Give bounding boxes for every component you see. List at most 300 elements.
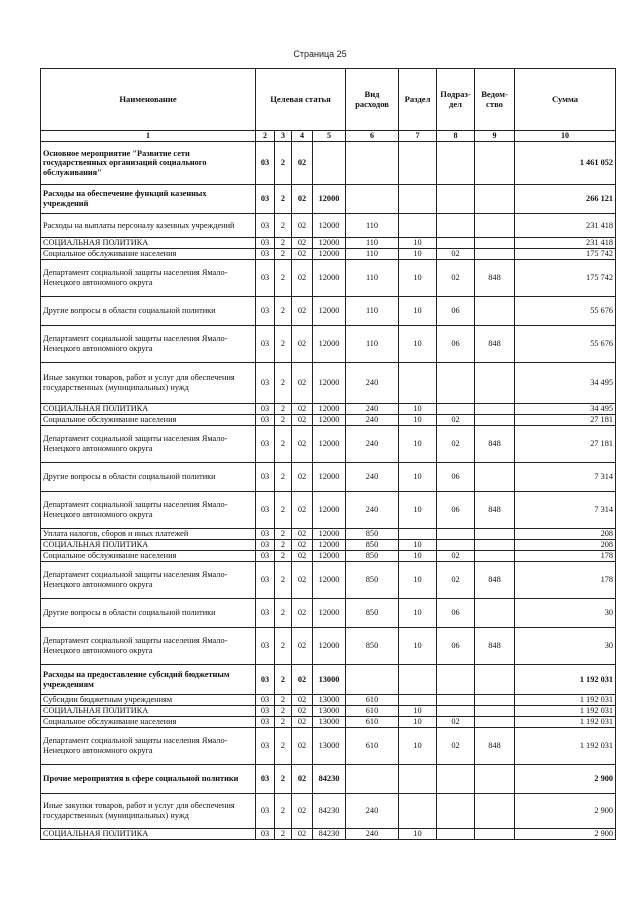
- target-code-2: 2: [275, 829, 292, 840]
- department-cell: [475, 185, 515, 214]
- target-code-4: 12000: [313, 426, 346, 463]
- col-number: 9: [475, 131, 515, 142]
- target-code-4: 13000: [313, 706, 346, 717]
- target-code-4: 12000: [313, 628, 346, 665]
- expense-type-cell: 850: [346, 562, 399, 599]
- target-code-2: 2: [275, 185, 292, 214]
- target-code-3: 02: [292, 728, 313, 765]
- column-number-row: [41, 131, 616, 142]
- table-row: [41, 540, 616, 551]
- target-code-2: 2: [275, 404, 292, 415]
- target-code-1: 03: [256, 551, 275, 562]
- target-code-1: 03: [256, 214, 275, 238]
- table-row: [41, 297, 616, 326]
- section-cell: 10: [399, 326, 437, 363]
- section-cell: [399, 529, 437, 540]
- section-cell: 10: [399, 706, 437, 717]
- target-code-3: 02: [292, 238, 313, 249]
- target-code-2: 2: [275, 717, 292, 728]
- section-cell: 10: [399, 599, 437, 628]
- col-number: 3: [275, 131, 292, 142]
- department-cell: [475, 214, 515, 238]
- sum-cell: 1 192 031: [515, 717, 616, 728]
- expense-type-cell: 240: [346, 426, 399, 463]
- col-number: 7: [399, 131, 437, 142]
- subsection-cell: 06: [437, 297, 475, 326]
- expense-type-cell: 850: [346, 529, 399, 540]
- department-cell: 848: [475, 426, 515, 463]
- row-name-cell: Другие вопросы в области социальной политики: [41, 297, 256, 326]
- subsection-cell: 02: [437, 249, 475, 260]
- sum-cell: 178: [515, 562, 616, 599]
- budget-table: [40, 68, 616, 840]
- target-code-3: 02: [292, 463, 313, 492]
- target-code-1: 03: [256, 628, 275, 665]
- department-cell: [475, 297, 515, 326]
- target-code-1: 03: [256, 695, 275, 706]
- department-cell: 848: [475, 260, 515, 297]
- target-code-1: 03: [256, 599, 275, 628]
- section-cell: [399, 363, 437, 404]
- target-code-1: 03: [256, 529, 275, 540]
- subsection-cell: 02: [437, 562, 475, 599]
- department-cell: [475, 794, 515, 829]
- target-code-1: 03: [256, 665, 275, 695]
- section-cell: 10: [399, 463, 437, 492]
- target-code-1: 03: [256, 765, 275, 794]
- department-cell: [475, 765, 515, 794]
- section-cell: [399, 665, 437, 695]
- row-name-cell: Прочие мероприятия в сфере социальной политики: [41, 765, 256, 794]
- target-code-1: 03: [256, 185, 275, 214]
- header-section: Раздел: [399, 69, 437, 131]
- target-code-2: 2: [275, 728, 292, 765]
- header-target: Целевая статья: [256, 69, 346, 131]
- expense-type-cell: [346, 765, 399, 794]
- sum-cell: 55 676: [515, 297, 616, 326]
- target-code-3: 02: [292, 829, 313, 840]
- target-code-1: 03: [256, 363, 275, 404]
- department-cell: [475, 529, 515, 540]
- target-code-2: 2: [275, 249, 292, 260]
- target-code-2: 2: [275, 665, 292, 695]
- expense-type-cell: 240: [346, 463, 399, 492]
- target-code-4: 12000: [313, 260, 346, 297]
- target-code-4: 12000: [313, 529, 346, 540]
- sum-cell: 1 192 031: [515, 665, 616, 695]
- expense-type-cell: 110: [346, 297, 399, 326]
- section-cell: 10: [399, 260, 437, 297]
- target-code-2: 2: [275, 426, 292, 463]
- row-name-cell: Департамент социальной защиты населения Ямало-Ненецкого автономного округа: [41, 492, 256, 529]
- expense-type-cell: 850: [346, 540, 399, 551]
- expense-type-cell: 110: [346, 249, 399, 260]
- sum-cell: 30: [515, 628, 616, 665]
- table-row: [41, 463, 616, 492]
- department-cell: 848: [475, 326, 515, 363]
- target-code-4: 12000: [313, 551, 346, 562]
- target-code-3: 02: [292, 297, 313, 326]
- target-code-3: 02: [292, 765, 313, 794]
- row-name-cell: Департамент социальной защиты населения Ямало-Ненецкого автономного округа: [41, 562, 256, 599]
- department-cell: [475, 142, 515, 185]
- col-number: 8: [437, 131, 475, 142]
- target-code-2: 2: [275, 142, 292, 185]
- subsection-cell: 02: [437, 415, 475, 426]
- target-code-3: 02: [292, 249, 313, 260]
- subsection-cell: 06: [437, 599, 475, 628]
- section-cell: [399, 794, 437, 829]
- department-cell: [475, 463, 515, 492]
- target-code-4: 12000: [313, 562, 346, 599]
- target-code-1: 03: [256, 249, 275, 260]
- target-code-3: 02: [292, 551, 313, 562]
- target-code-1: 03: [256, 706, 275, 717]
- department-cell: [475, 695, 515, 706]
- expense-type-cell: 240: [346, 492, 399, 529]
- table-row: [41, 326, 616, 363]
- target-code-3: 02: [292, 142, 313, 185]
- subsection-cell: 06: [437, 628, 475, 665]
- target-code-4: 84230: [313, 765, 346, 794]
- subsection-cell: [437, 404, 475, 415]
- subsection-cell: [437, 540, 475, 551]
- sum-cell: 2 900: [515, 794, 616, 829]
- expense-type-cell: 240: [346, 794, 399, 829]
- target-code-2: 2: [275, 326, 292, 363]
- sum-cell: 7 314: [515, 463, 616, 492]
- row-name-cell: СОЦИАЛЬНАЯ ПОЛИТИКА: [41, 540, 256, 551]
- department-cell: [475, 415, 515, 426]
- subsection-cell: [437, 214, 475, 238]
- row-name-cell: Расходы на выплаты персоналу казенных учреждений: [41, 214, 256, 238]
- expense-type-cell: 240: [346, 415, 399, 426]
- target-code-4: 12000: [313, 492, 346, 529]
- table-row: [41, 426, 616, 463]
- row-name-cell: Департамент социальной защиты населения Ямало-Ненецкого автономного округа: [41, 326, 256, 363]
- table-row: [41, 794, 616, 829]
- header-subsection: Подраз-дел: [437, 69, 475, 131]
- target-code-4: 12000: [313, 404, 346, 415]
- target-code-2: 2: [275, 540, 292, 551]
- target-code-2: 2: [275, 363, 292, 404]
- sum-cell: 7 314: [515, 492, 616, 529]
- target-code-3: 02: [292, 706, 313, 717]
- target-code-3: 02: [292, 404, 313, 415]
- table-row: [41, 665, 616, 695]
- target-code-4: 13000: [313, 695, 346, 706]
- table-row: [41, 249, 616, 260]
- section-cell: 10: [399, 829, 437, 840]
- subsection-cell: 02: [437, 260, 475, 297]
- header-type: Вид расходов: [346, 69, 399, 131]
- subsection-cell: [437, 765, 475, 794]
- subsection-cell: 02: [437, 728, 475, 765]
- section-cell: 10: [399, 249, 437, 260]
- subsection-cell: 02: [437, 717, 475, 728]
- sum-cell: 30: [515, 599, 616, 628]
- section-cell: 10: [399, 628, 437, 665]
- subsection-cell: 06: [437, 492, 475, 529]
- target-code-3: 02: [292, 665, 313, 695]
- expense-type-cell: 610: [346, 728, 399, 765]
- row-name-cell: СОЦИАЛЬНАЯ ПОЛИТИКА: [41, 404, 256, 415]
- section-cell: 10: [399, 551, 437, 562]
- table-row: [41, 717, 616, 728]
- sum-cell: 27 181: [515, 415, 616, 426]
- sum-cell: 178: [515, 551, 616, 562]
- target-code-4: 12000: [313, 415, 346, 426]
- col-number: 10: [515, 131, 616, 142]
- target-code-4: 12000: [313, 463, 346, 492]
- table-row: [41, 728, 616, 765]
- sum-cell: 2 900: [515, 765, 616, 794]
- department-cell: [475, 238, 515, 249]
- department-cell: [475, 363, 515, 404]
- target-code-2: 2: [275, 492, 292, 529]
- target-code-2: 2: [275, 260, 292, 297]
- col-number: 2: [256, 131, 275, 142]
- target-code-2: 2: [275, 706, 292, 717]
- department-cell: [475, 829, 515, 840]
- target-code-1: 03: [256, 297, 275, 326]
- subsection-cell: [437, 142, 475, 185]
- target-code-3: 02: [292, 326, 313, 363]
- subsection-cell: 06: [437, 463, 475, 492]
- sum-cell: 175 742: [515, 249, 616, 260]
- subsection-cell: [437, 706, 475, 717]
- row-name-cell: СОЦИАЛЬНАЯ ПОЛИТИКА: [41, 829, 256, 840]
- col-number: 1: [41, 131, 256, 142]
- row-name-cell: Другие вопросы в области социальной политики: [41, 463, 256, 492]
- section-cell: 10: [399, 492, 437, 529]
- department-cell: 848: [475, 628, 515, 665]
- target-code-3: 02: [292, 599, 313, 628]
- row-name-cell: СОЦИАЛЬНАЯ ПОЛИТИКА: [41, 238, 256, 249]
- table-row: [41, 829, 616, 840]
- target-code-2: 2: [275, 562, 292, 599]
- table-row: [41, 492, 616, 529]
- row-name-cell: Другие вопросы в области социальной политики: [41, 599, 256, 628]
- section-cell: [399, 185, 437, 214]
- subsection-cell: [437, 238, 475, 249]
- target-code-1: 03: [256, 717, 275, 728]
- target-code-3: 02: [292, 695, 313, 706]
- target-code-3: 02: [292, 529, 313, 540]
- target-code-3: 02: [292, 628, 313, 665]
- page-number-label: Страница 25: [293, 49, 347, 59]
- section-cell: 10: [399, 717, 437, 728]
- target-code-4: 12000: [313, 297, 346, 326]
- target-code-3: 02: [292, 540, 313, 551]
- row-name-cell: Социальное обслуживание населения: [41, 415, 256, 426]
- target-code-4: 12000: [313, 185, 346, 214]
- table-row: [41, 706, 616, 717]
- header-row: [41, 69, 616, 131]
- expense-type-cell: 850: [346, 551, 399, 562]
- table-row: [41, 260, 616, 297]
- row-name-cell: Департамент социальной защиты населения Ямало-Ненецкого автономного округа: [41, 426, 256, 463]
- department-cell: [475, 404, 515, 415]
- table-row: [41, 238, 616, 249]
- row-name-cell: Субсидии бюджетным учреждениям: [41, 695, 256, 706]
- target-code-3: 02: [292, 363, 313, 404]
- target-code-2: 2: [275, 297, 292, 326]
- header-sum: Сумма: [515, 69, 616, 131]
- section-cell: 10: [399, 404, 437, 415]
- sum-cell: 208: [515, 529, 616, 540]
- section-cell: [399, 142, 437, 185]
- target-code-4: 13000: [313, 717, 346, 728]
- target-code-4: 12000: [313, 238, 346, 249]
- target-code-1: 03: [256, 260, 275, 297]
- expense-type-cell: [346, 185, 399, 214]
- row-name-cell: Уплата налогов, сборов и иных платежей: [41, 529, 256, 540]
- row-name-cell: Департамент социальной защиты населения Ямало-Ненецкого автономного округа: [41, 260, 256, 297]
- table-row: [41, 404, 616, 415]
- row-name-cell: Социальное обслуживание населения: [41, 249, 256, 260]
- expense-type-cell: 240: [346, 404, 399, 415]
- expense-type-cell: 240: [346, 363, 399, 404]
- target-code-4: 13000: [313, 665, 346, 695]
- target-code-3: 02: [292, 794, 313, 829]
- table-row: [41, 214, 616, 238]
- target-code-4: 13000: [313, 728, 346, 765]
- section-cell: 10: [399, 426, 437, 463]
- row-name-cell: Департамент социальной защиты населения Ямало-Ненецкого автономного округа: [41, 628, 256, 665]
- expense-type-cell: 850: [346, 599, 399, 628]
- target-code-4: [313, 142, 346, 185]
- subsection-cell: 02: [437, 551, 475, 562]
- target-code-1: 03: [256, 540, 275, 551]
- sum-cell: 231 418: [515, 214, 616, 238]
- target-code-1: 03: [256, 562, 275, 599]
- target-code-1: 03: [256, 415, 275, 426]
- target-code-4: 12000: [313, 249, 346, 260]
- subsection-cell: [437, 665, 475, 695]
- target-code-1: 03: [256, 728, 275, 765]
- sum-cell: 1 192 031: [515, 728, 616, 765]
- target-code-1: 03: [256, 404, 275, 415]
- target-code-4: 12000: [313, 326, 346, 363]
- col-number: 5: [313, 131, 346, 142]
- expense-type-cell: 850: [346, 628, 399, 665]
- target-code-3: 02: [292, 562, 313, 599]
- table-row: [41, 415, 616, 426]
- table-row: [41, 562, 616, 599]
- target-code-4: 12000: [313, 599, 346, 628]
- target-code-1: 03: [256, 794, 275, 829]
- subsection-cell: 02: [437, 426, 475, 463]
- sum-cell: 34 495: [515, 404, 616, 415]
- target-code-1: 03: [256, 829, 275, 840]
- target-code-2: 2: [275, 551, 292, 562]
- target-code-1: 03: [256, 142, 275, 185]
- target-code-2: 2: [275, 765, 292, 794]
- sum-cell: 1 461 052: [515, 142, 616, 185]
- table-row: [41, 628, 616, 665]
- expense-type-cell: 240: [346, 829, 399, 840]
- row-name-cell: Департамент социальной защиты населения Ямало-Ненецкого автономного округа: [41, 728, 256, 765]
- target-code-4: 84230: [313, 794, 346, 829]
- target-code-3: 02: [292, 214, 313, 238]
- department-cell: [475, 717, 515, 728]
- target-code-3: 02: [292, 185, 313, 214]
- row-name-cell: Расходы на предоставление субсидий бюджетным учреждениям: [41, 665, 256, 695]
- target-code-2: 2: [275, 628, 292, 665]
- table-row: [41, 695, 616, 706]
- target-code-3: 02: [292, 426, 313, 463]
- row-name-cell: Расходы на обеспечение функций казенных учреждений: [41, 185, 256, 214]
- col-number: 4: [292, 131, 313, 142]
- row-name-cell: Иные закупки товаров, работ и услуг для обеспечения государственных (муниципальных) нужд: [41, 363, 256, 404]
- subsection-cell: [437, 695, 475, 706]
- section-cell: 10: [399, 540, 437, 551]
- target-code-1: 03: [256, 463, 275, 492]
- section-cell: 10: [399, 297, 437, 326]
- department-cell: [475, 551, 515, 562]
- expense-type-cell: 610: [346, 717, 399, 728]
- subsection-cell: [437, 794, 475, 829]
- expense-type-cell: 110: [346, 214, 399, 238]
- sum-cell: 27 181: [515, 426, 616, 463]
- expense-type-cell: 610: [346, 695, 399, 706]
- section-cell: 10: [399, 415, 437, 426]
- section-cell: [399, 214, 437, 238]
- target-code-1: 03: [256, 326, 275, 363]
- expense-type-cell: 110: [346, 238, 399, 249]
- table-row: [41, 185, 616, 214]
- department-cell: [475, 599, 515, 628]
- target-code-3: 02: [292, 260, 313, 297]
- target-code-2: 2: [275, 214, 292, 238]
- target-code-2: 2: [275, 695, 292, 706]
- sum-cell: 34 495: [515, 363, 616, 404]
- target-code-1: 03: [256, 426, 275, 463]
- sum-cell: 1 192 031: [515, 695, 616, 706]
- target-code-4: 12000: [313, 540, 346, 551]
- col-number: 6: [346, 131, 399, 142]
- section-cell: [399, 765, 437, 794]
- sum-cell: 231 418: [515, 238, 616, 249]
- department-cell: [475, 706, 515, 717]
- table-row: [41, 142, 616, 185]
- expense-type-cell: 110: [346, 260, 399, 297]
- section-cell: 10: [399, 562, 437, 599]
- row-name-cell: Основное мероприятие "Развитие сети государственных организаций социального обслуживания": [41, 142, 256, 185]
- target-code-3: 02: [292, 492, 313, 529]
- department-cell: 848: [475, 562, 515, 599]
- subsection-cell: [437, 363, 475, 404]
- subsection-cell: [437, 529, 475, 540]
- target-code-1: 03: [256, 492, 275, 529]
- header-dept: Ведом-ство: [475, 69, 515, 131]
- target-code-2: 2: [275, 238, 292, 249]
- section-cell: 10: [399, 238, 437, 249]
- table-row: [41, 363, 616, 404]
- section-cell: 10: [399, 728, 437, 765]
- table-row: [41, 529, 616, 540]
- target-code-2: 2: [275, 599, 292, 628]
- table-row: [41, 551, 616, 562]
- row-name-cell: Иные закупки товаров, работ и услуг для обеспечения государственных (муниципальных) нужд: [41, 794, 256, 829]
- sum-cell: 175 742: [515, 260, 616, 297]
- sum-cell: 266 121: [515, 185, 616, 214]
- sum-cell: 55 676: [515, 326, 616, 363]
- sum-cell: 208: [515, 540, 616, 551]
- row-name-cell: СОЦИАЛЬНАЯ ПОЛИТИКА: [41, 706, 256, 717]
- header-name: Наименование: [41, 69, 256, 131]
